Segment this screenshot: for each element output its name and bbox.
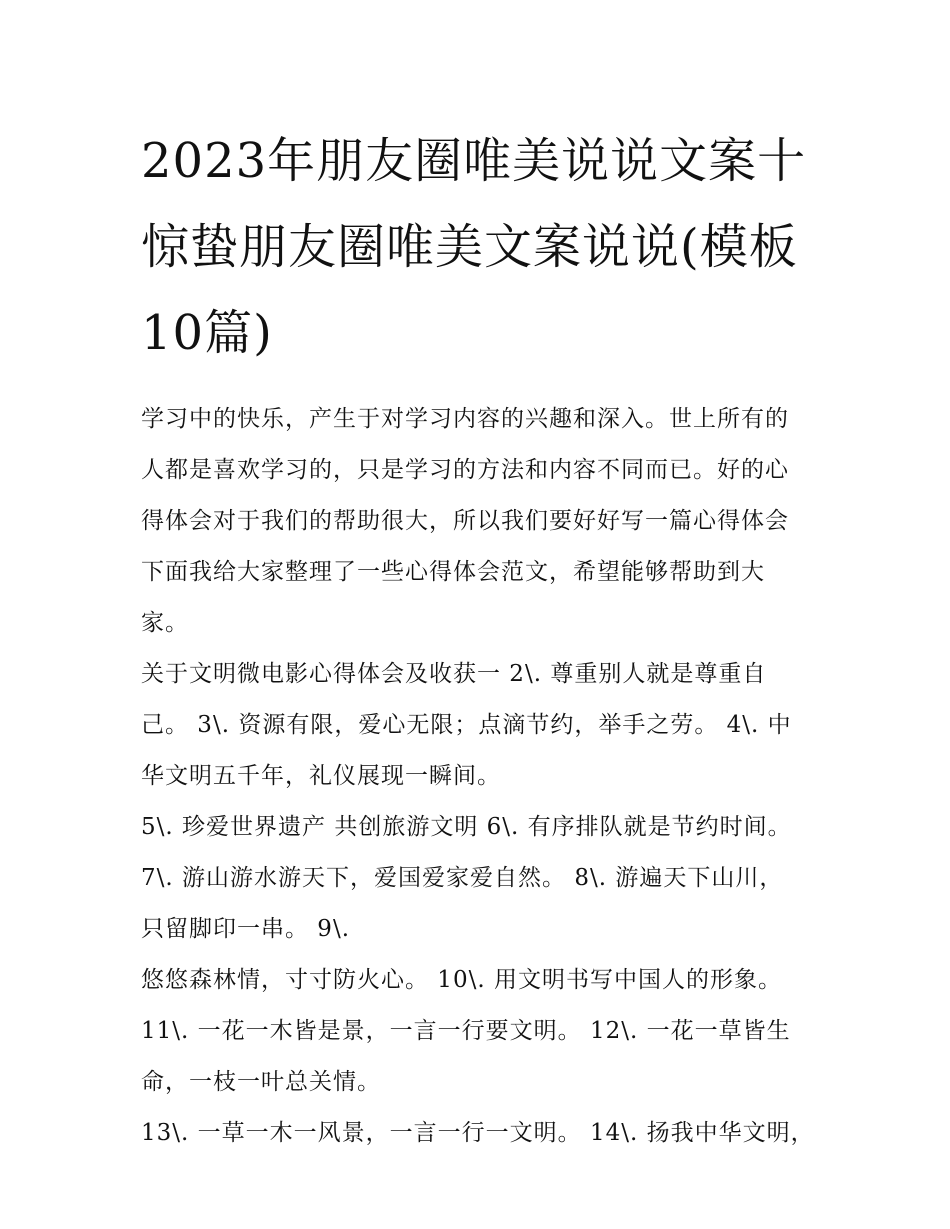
body-line-9: 5\. 珍爱世界遗产 共创旅游文明 6\. 有序排队就是节约时间。 xyxy=(141,814,792,840)
document-body xyxy=(141,394,821,1159)
title-line-3: 10篇) xyxy=(141,305,273,361)
body-line-13: 11\. 一花一木皆是景，一言一行要文明。 12\. 一花一草皆生 xyxy=(141,1018,791,1044)
body-line-5: 家。 xyxy=(141,610,189,636)
body-line-3: 得体会对于我们的帮助很大，所以我们要好好写一篇心得体会 xyxy=(141,508,789,534)
title-line-1: 2023年朋友圈唯美说说文案十 xyxy=(141,133,807,189)
body-line-2: 人都是喜欢学习的，只是学习的方法和内容不同而已。好的心 xyxy=(141,457,789,483)
document-title xyxy=(141,118,821,376)
body-line-8: 华文明五千年，礼仪展现一瞬间。 xyxy=(141,763,501,789)
body-line-10: 7\. 游山游水游天下，爱国爱家爱自然。 8\. 游遍天下山川， xyxy=(141,865,784,891)
body-line-12: 悠悠森林情，寸寸防火心。 10\. 用文明书写中国人的形象。 xyxy=(141,967,782,993)
body-line-11: 只留脚印一串。 9\. xyxy=(141,916,351,942)
document-page xyxy=(141,118,821,1159)
body-line-1: 学习中的快乐，产生于对学习内容的兴趣和深入。世上所有的 xyxy=(141,406,789,432)
body-line-14: 命，一枝一叶总关情。 xyxy=(141,1069,381,1095)
body-line-15: 13\. 一草一木一风景，一言一行一文明。 14\. 扬我中华文明， xyxy=(141,1120,815,1146)
body-line-4: 下面我给大家整理了一些心得体会范文，希望能够帮助到大 xyxy=(141,559,765,585)
body-line-6: 关于文明微电影心得体会及收获一 2\. 尊重别人就是尊重自 xyxy=(141,661,767,687)
body-line-7: 己。 3\. 资源有限，爱心无限；点滴节约，举手之劳。 4\. 中 xyxy=(141,712,792,738)
title-line-2: 惊蛰朋友圈唯美文案说说(模板 xyxy=(141,219,798,275)
